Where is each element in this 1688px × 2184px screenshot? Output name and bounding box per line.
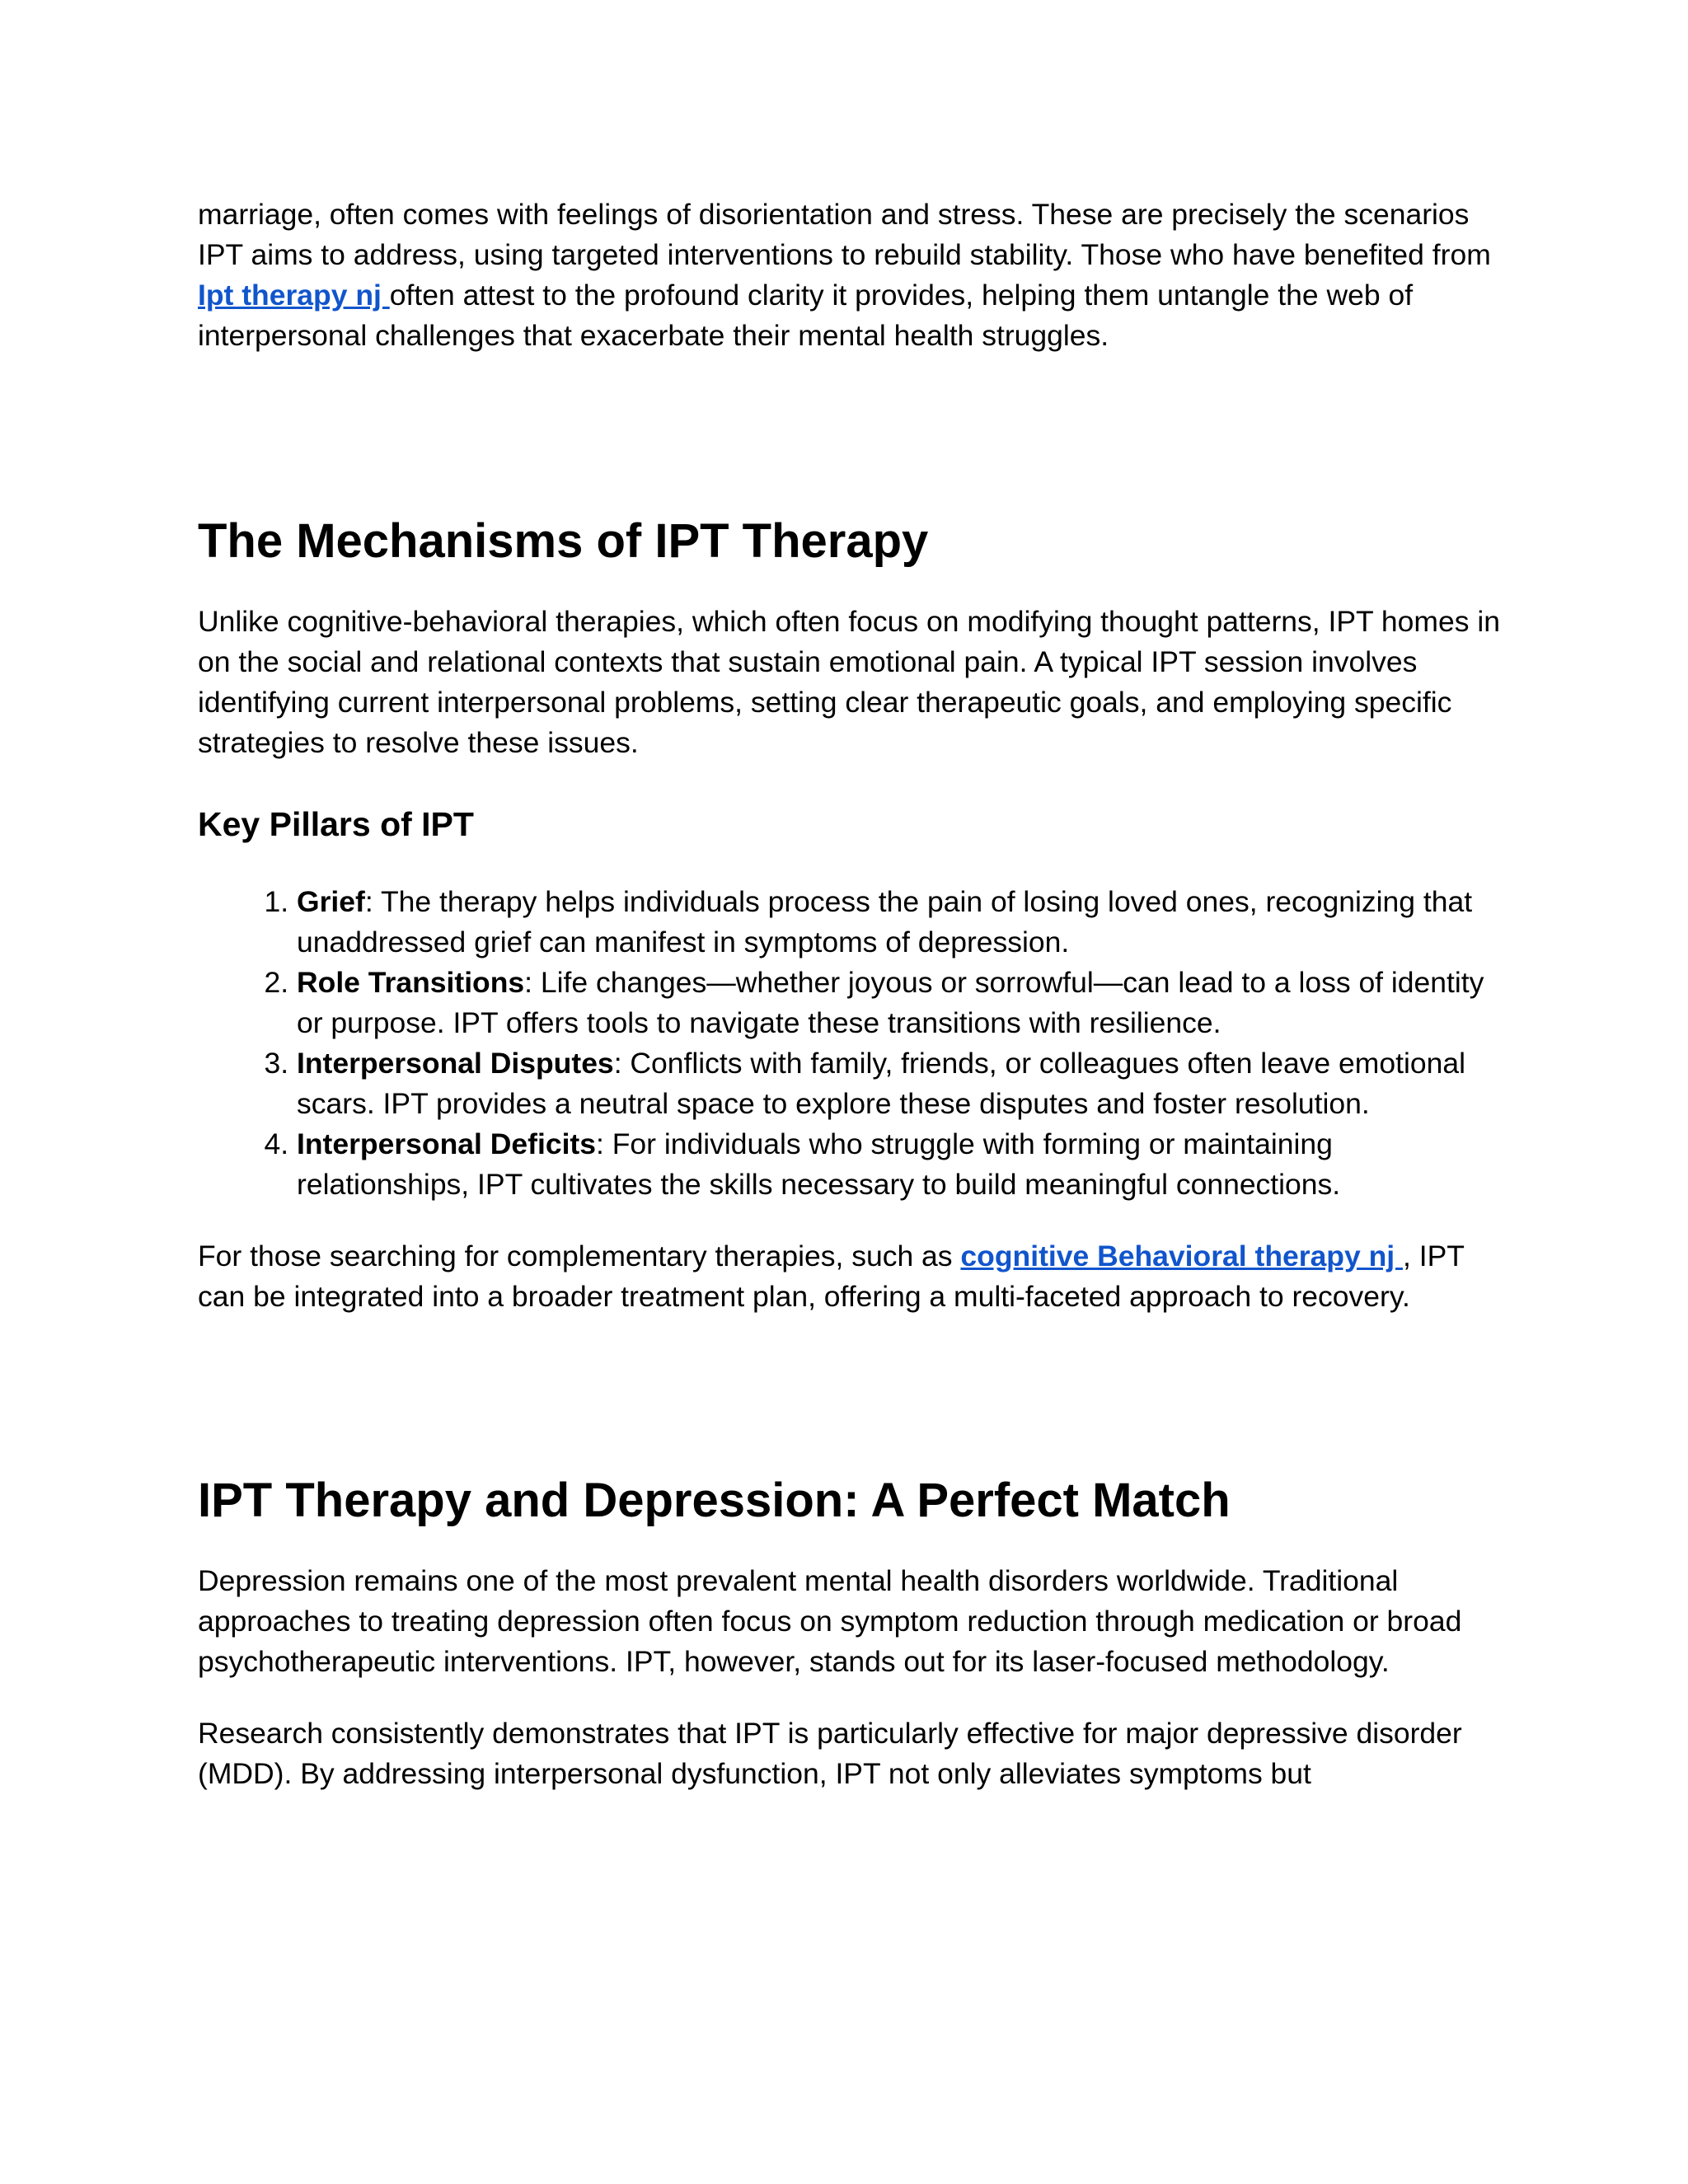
pillar-term: Role Transitions	[297, 966, 525, 999]
intro-paragraph	[198, 194, 1500, 356]
pillar-description: : For individuals who struggle with forming or maintaining relationships, IPT cultivates the skills necessary to build meaningful connections.	[297, 1127, 1341, 1201]
ipt-therapy-nj-link[interactable]: Ipt therapy nj	[198, 279, 390, 312]
list-item	[297, 882, 1500, 963]
complement-text-before-link: For those searching for complementary therapies, such as	[198, 1240, 961, 1272]
list-item	[297, 1043, 1500, 1124]
pillar-description: : Life changes—whether joyous or sorrowful—can lead to a loss of identity or purpose. IPT offers tools to navigate these transitions with resilience.	[297, 966, 1484, 1039]
pillar-term: Interpersonal Disputes	[297, 1047, 614, 1080]
complement-text-after-link: , IPT can be integrated into a broader treatment plan, offering a multi-faceted approach to recovery.	[198, 1240, 1465, 1313]
cognitive-behavioral-therapy-nj-link[interactable]: cognitive Behavioral therapy nj	[960, 1240, 1404, 1272]
key-pillars-subheading: Key Pillars of IPT	[198, 805, 474, 843]
list-item	[297, 1124, 1500, 1205]
pillar-description: : Conflicts with family, friends, or colleagues often leave emotional scars. IPT provides a neutral space to explore these disputes and foster resolution.	[297, 1047, 1465, 1120]
depression-paragraph-1: Depression remains one of the most prevalent mental health disorders worldwide. Traditional approaches to treating depression often focus on symptom reduction through medication or broad psychotherapeutic interventions. IPT, however, stands out for its laser-focused methodology.	[198, 1564, 1462, 1678]
pillar-term: Interpersonal Deficits	[297, 1127, 596, 1160]
depression-paragraph-2: Research consistently demonstrates that IPT is particularly effective for major depressive disorder (MDD). By addressing interpersonal dysfunction, IPT not only alleviates symptoms but	[198, 1717, 1462, 1790]
mechanisms-paragraph: Unlike cognitive-behavioral therapies, which often focus on modifying thought patterns, IPT homes in on the social and relational contexts that sustain emotional pain. A typical IPT session involves identifying current interpersonal problems, setting clear therapeutic goals, and employing specific strategies to resolve these issues.	[198, 605, 1500, 759]
list-item	[297, 963, 1500, 1043]
pillar-description: : The therapy helps individuals process the pain of losing loved ones, recognizing that unaddressed grief can manifest in symptoms of depression.	[297, 885, 1473, 958]
complementary-therapies-paragraph	[198, 1236, 1500, 1317]
document-page	[198, 194, 1500, 1794]
mechanisms-heading: The Mechanisms of IPT Therapy	[198, 514, 929, 568]
intro-text-after-link: often attest to the profound clarity it provides, helping them untangle the web of interpersonal challenges that exacerbate their mental health struggles.	[198, 279, 1414, 352]
depression-heading: IPT Therapy and Depression: A Perfect Match	[198, 1474, 1231, 1527]
intro-text-before-link: marriage, often comes with feelings of disorientation and stress. These are precisely the scenarios IPT aims to address, using targeted interventions to rebuild stability. Those who have benefited from	[198, 198, 1491, 271]
pillar-term: Grief	[297, 885, 365, 918]
pillars-list	[198, 882, 1500, 1205]
